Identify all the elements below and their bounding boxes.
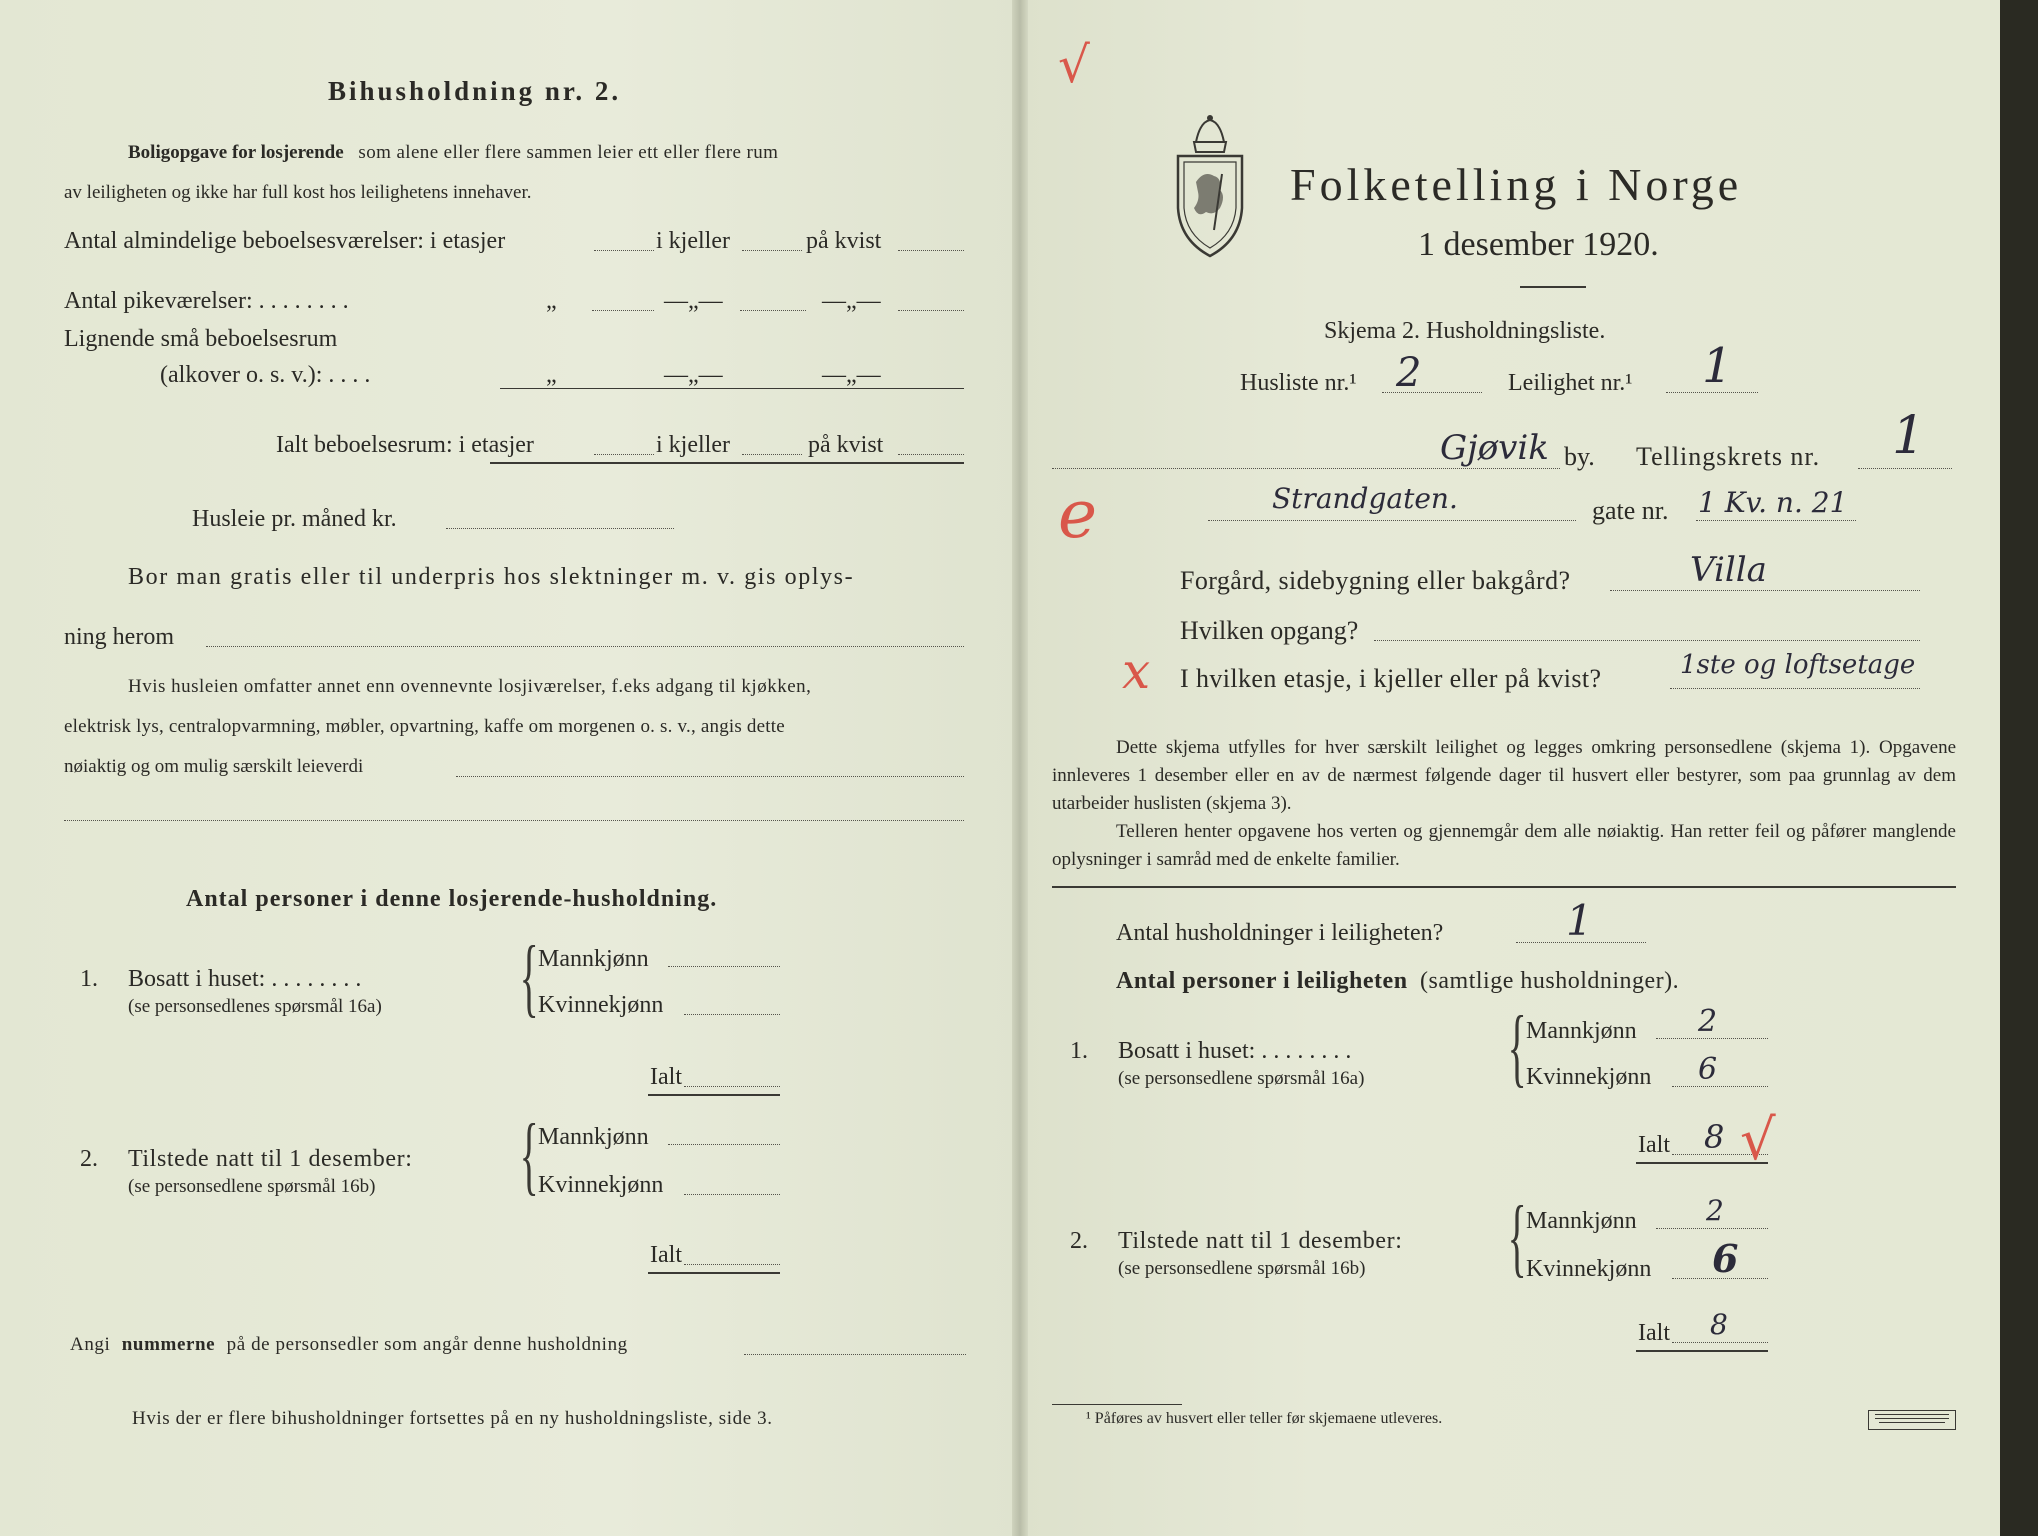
right-q1-kvinne: Kvinnekjønn <box>1526 1064 1652 1090</box>
right-q1-mann: Mannkjønn <box>1526 1018 1637 1044</box>
row3-ditto1: „ <box>546 362 557 388</box>
krets-label: Tellingskrets nr. <box>1636 442 1821 471</box>
forgard-field[interactable] <box>1610 590 1920 591</box>
left-q2-mann: Mannkjønn <box>538 1124 649 1150</box>
page-fold <box>1012 0 1028 1536</box>
antal-hus-value: 1 <box>1566 896 1593 945</box>
left-q1-mann: Mannkjønn <box>538 946 649 972</box>
ialt-kjeller: i kjeller <box>656 432 730 458</box>
right-q2-mann-field[interactable] <box>1656 1228 1768 1229</box>
row1-kvist: på kvist <box>806 228 882 254</box>
red-check-top: √ <box>1058 36 1090 94</box>
section-rule <box>1052 886 1956 888</box>
by-value: Gjøvik <box>1440 428 1549 468</box>
ialt-label: Ialt beboelsesrum: i etasjer <box>276 432 534 458</box>
left-q2-label: Tilstede natt til 1 desember: <box>128 1146 413 1172</box>
gate-field[interactable] <box>1208 520 1576 521</box>
left-q1-kvinne-field[interactable] <box>684 1014 780 1015</box>
right-q2-ialt-rule <box>1636 1350 1768 1352</box>
right-q1-kvinne-field[interactable] <box>1672 1086 1768 1087</box>
scan-edge <box>2000 0 2038 1536</box>
intro-rest: som alene eller flere sammen leier ett eller flere rum <box>358 142 779 163</box>
right-q1-kvinne-value: 6 <box>1698 1052 1718 1087</box>
etasje-value: 1ste og loftsetage <box>1680 650 1916 680</box>
right-q2-brace: { <box>1507 1189 1527 1286</box>
row2-field3[interactable] <box>898 310 964 311</box>
right-q2-mann: Mannkjønn <box>1526 1208 1637 1234</box>
right-q2-mann-value: 2 <box>1706 1194 1724 1227</box>
bor-line1: Bor man gratis eller til underpris hos slektninger m. v. gis oplys- <box>128 564 855 590</box>
red-cross: x <box>1122 642 1151 700</box>
leilighet-field[interactable] <box>1666 392 1758 393</box>
row2-label: Antal pikeværelser: . . . . . . . . <box>64 288 349 314</box>
right-q1-num: 1. <box>1070 1038 1088 1064</box>
info-paragraph1: Dette skjema utfylles for hver særskilt leilighet og legges omkring personsedlene (skjema 1). Opgavene innleveres 1 desember eller en av de nærmest følgende dager til husvert eller bestyrer, som paa grunnlag av dem utarbeider huslisten (skjema 3). <box>1052 737 1956 814</box>
right-q1-ialt: Ialt <box>1638 1132 1670 1158</box>
right-q2-ialt: Ialt <box>1638 1320 1670 1346</box>
row2-ditto3: —„— <box>822 288 881 314</box>
intro-line1 <box>128 142 778 164</box>
antal-hus-label: Antal husholdninger i leiligheten? <box>1116 920 1444 946</box>
husliste-value: 2 <box>1396 350 1422 396</box>
right-q2-sub: (se personsedlene spørsmål 16b) <box>1118 1258 1366 1279</box>
left-q1-label: Bosatt i huset: . . . . . . . . <box>128 966 362 992</box>
info-paragraph2: Telleren henter opgavene hos verten og gjennemgår dem alle nøiaktig. Han retter feil og påfører manglende oplysninger i samråd med de enkelte familier. <box>1052 821 1956 870</box>
left-q2-brace: { <box>519 1107 539 1204</box>
left-q1-num: 1. <box>80 966 98 992</box>
gate-nr-field[interactable] <box>1696 520 1856 521</box>
title-rule <box>1520 286 1586 288</box>
right-q2-kvinne-value: 6 <box>1712 1236 1739 1281</box>
left-q1-ialt: Ialt <box>650 1064 682 1090</box>
coat-of-arms-icon <box>1170 112 1250 260</box>
angi-field[interactable] <box>744 1354 966 1355</box>
row1-label: Antal almindelige beboelsesværelser: i etasjer <box>64 228 506 254</box>
left-footer: Hvis der er flere bihusholdninger fortsettes på en ny husholdningsliste, side 3. <box>132 1408 773 1429</box>
ialt-etasjer-field[interactable] <box>594 454 654 455</box>
angi-bold: nummerne <box>121 1334 216 1355</box>
footnote-rule <box>1052 1404 1182 1405</box>
row1-kjeller-field[interactable] <box>742 250 802 251</box>
antal-hus-field[interactable] <box>1516 942 1646 943</box>
left-q2-ialt-field[interactable] <box>684 1264 780 1265</box>
ialt-kjeller-field[interactable] <box>742 454 802 455</box>
husleie-label: Husleie pr. måned kr. <box>192 506 397 532</box>
footnote: ¹ Påføres av husvert eller teller før skjemaene utleveres. <box>1086 1410 1443 1427</box>
leieverdi-field[interactable] <box>456 776 964 777</box>
row3-underline <box>500 388 964 389</box>
bor-line2: ning herom <box>64 624 174 650</box>
etasje-label: I hvilken etasje, i kjeller eller på kvist? <box>1180 664 1602 693</box>
left-q1-ialt-field[interactable] <box>684 1086 780 1087</box>
printer-stamp <box>1868 1410 1956 1430</box>
row2-field1[interactable] <box>592 310 654 311</box>
husliste-label: Husliste nr.¹ <box>1240 370 1357 396</box>
left-q2-ialt: Ialt <box>650 1242 682 1268</box>
forgard-label: Forgård, sidebygning eller bakgård? <box>1180 566 1571 595</box>
right-persons-rest: (samtlige husholdninger). <box>1420 968 1680 994</box>
angi-line <box>70 1334 628 1356</box>
intro-line2: av leiligheten og ikke har full kost hos leilighetens innehaver. <box>64 182 532 203</box>
row1-etasjer-field[interactable] <box>594 250 654 251</box>
row1-kvist-field[interactable] <box>898 250 964 251</box>
left-q1-ialt-rule <box>648 1094 780 1096</box>
row3-ditto2: —„— <box>664 362 723 388</box>
hvis-line2: elektrisk lys, centralopvarmning, møbler, opvartning, kaffe om morgenen o. s. v., angis dette <box>64 716 785 737</box>
row2-ditto2: —„— <box>664 288 723 314</box>
red-letter-e: e <box>1058 476 1098 553</box>
right-q1-label: Bosatt i huset: . . . . . . . . <box>1118 1038 1352 1064</box>
ialt-kvist-field[interactable] <box>898 454 964 455</box>
right-persons-bold: Antal personer i leiligheten <box>1116 968 1408 994</box>
right-q1-brace: { <box>1507 999 1527 1096</box>
hvis-line1: Hvis husleien omfatter annet enn ovennevnte losjiværelser, f.eks adgang til kjøkken, <box>128 676 812 697</box>
leilighet-value: 1 <box>1702 338 1733 394</box>
row3-label1: Lignende små beboelsesrum <box>64 326 338 352</box>
right-q1-mann-value: 2 <box>1698 1004 1718 1039</box>
row3-label2: (alkover o. s. v.): . . . . <box>160 362 371 388</box>
left-q2-sub: (se personsedlene spørsmål 16b) <box>128 1176 376 1197</box>
left-persons-title: Antal personer i denne losjerende-husholdning. <box>186 886 718 912</box>
right-q1-sub: (se personsedlene spørsmål 16a) <box>1118 1068 1365 1089</box>
gate-value: Strandgaten. <box>1272 482 1458 515</box>
right-q1-ialt-value: 8 <box>1704 1118 1725 1156</box>
right-date: 1 desember 1920. <box>1418 226 1659 263</box>
row2-field2[interactable] <box>740 310 806 311</box>
left-q1-kvinne: Kvinnekjønn <box>538 992 664 1018</box>
right-q2-ialt-field[interactable] <box>1672 1342 1768 1343</box>
left-q2-num: 2. <box>80 1146 98 1172</box>
gate-nr-value: 1 Kv. n. 21 <box>1698 486 1848 519</box>
right-q2-label: Tilstede natt til 1 desember: <box>1118 1228 1403 1254</box>
right-q2-kvinne: Kvinnekjønn <box>1526 1256 1652 1282</box>
left-q2-ialt-rule <box>648 1272 780 1274</box>
left-q1-sub: (se personsedlenes spørsmål 16a) <box>128 996 382 1017</box>
right-title: Folketelling i Norge <box>1290 159 1743 210</box>
angi-rest: på de personsedler som angår denne husholdning <box>226 1334 628 1355</box>
right-q2-ialt-value: 8 <box>1710 1308 1728 1341</box>
opgang-label: Hvilken opgang? <box>1180 616 1359 645</box>
red-check-ialt: √ <box>1740 1108 1776 1173</box>
row1-kjeller: i kjeller <box>656 228 730 254</box>
husleie-field[interactable] <box>446 528 674 529</box>
hvis-line3: nøiaktig og om mulig særskilt leieverdi <box>64 756 364 777</box>
ialt-kvist: på kvist <box>808 432 884 458</box>
left-q2-kvinne-field[interactable] <box>684 1194 780 1195</box>
by-field[interactable] <box>1052 468 1560 469</box>
left-title: Bihusholdning nr. 2. <box>328 76 622 106</box>
row2-ditto1: „ <box>546 288 557 314</box>
leieverdi-field2[interactable] <box>64 820 964 821</box>
left-q1-brace: { <box>519 929 539 1026</box>
row3-ditto3: —„— <box>822 362 881 388</box>
krets-value: 1 <box>1892 406 1926 466</box>
right-persons-title <box>1116 968 1679 995</box>
krets-field[interactable] <box>1858 468 1952 469</box>
right-q1-mann-field[interactable] <box>1656 1038 1768 1039</box>
left-q1-mann-field[interactable] <box>668 966 780 967</box>
bor-field[interactable] <box>206 646 964 647</box>
gate-label: gate nr. <box>1592 496 1669 525</box>
husliste-field[interactable] <box>1382 392 1482 393</box>
opgang-field[interactable] <box>1374 640 1920 641</box>
by-label: by. <box>1564 442 1595 471</box>
left-q2-mann-field[interactable] <box>668 1144 780 1145</box>
leilighet-label: Leilighet nr.¹ <box>1508 370 1633 396</box>
left-q2-kvinne: Kvinnekjønn <box>538 1172 664 1198</box>
right-q2-num: 2. <box>1070 1228 1088 1254</box>
etasje-field[interactable] <box>1670 688 1920 689</box>
angi-pre: Angi <box>70 1334 111 1355</box>
schema-label: Skjema 2. Husholdningsliste. <box>1324 318 1606 344</box>
forgard-value: Villa <box>1690 550 1767 590</box>
intro-bold: Boligopgave for losjerende <box>128 142 344 163</box>
ialt-underline <box>490 462 964 464</box>
right-q2-kvinne-field[interactable] <box>1672 1278 1768 1279</box>
